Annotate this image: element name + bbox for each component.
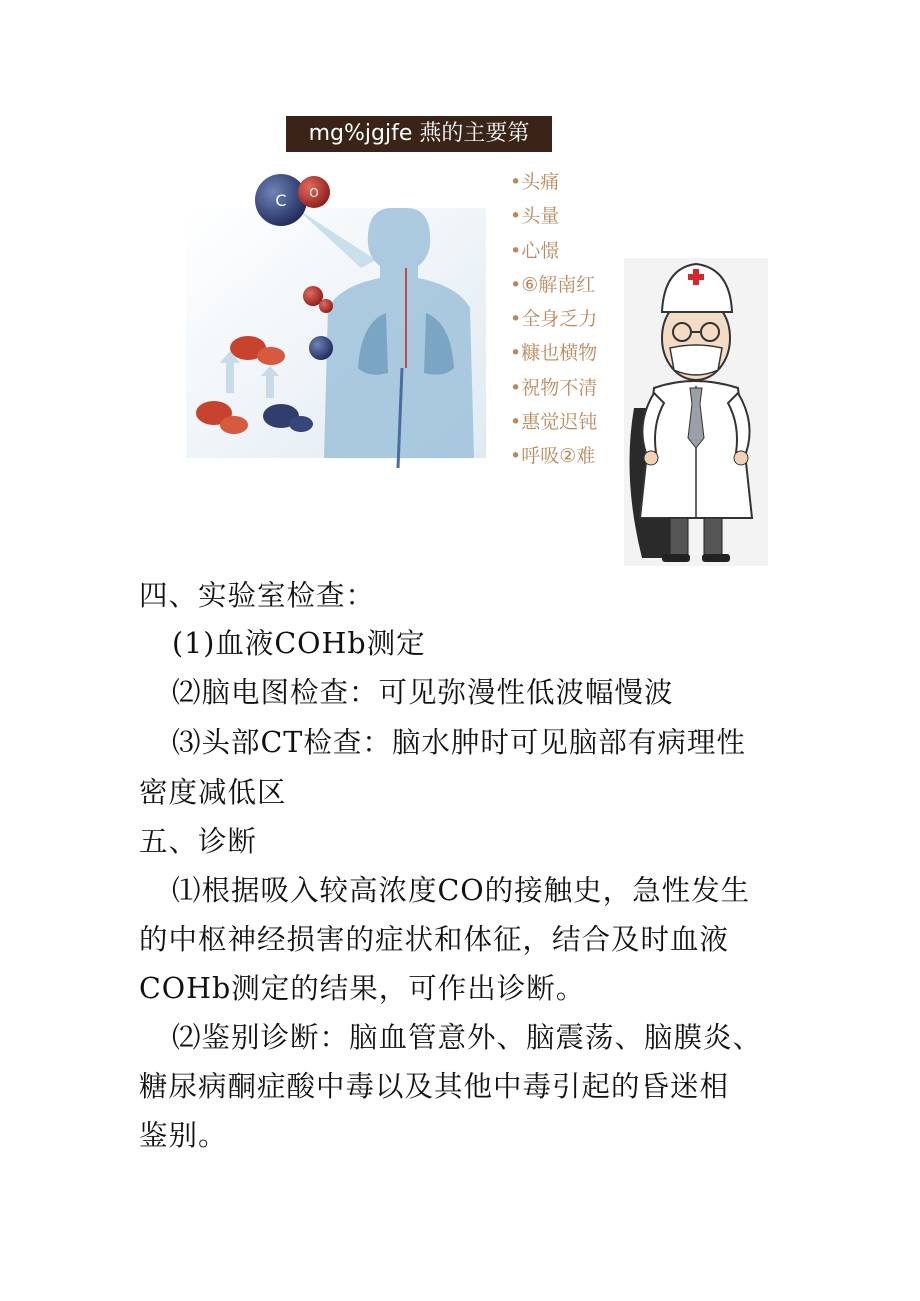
- section-heading-diagnosis: 五、诊断: [139, 825, 258, 858]
- doctor-shoe-right: [702, 554, 730, 562]
- diagnosis-item-2-cont: 鉴别。: [139, 1119, 228, 1152]
- lab-test-item-2: ⑵脑电图检查：可见弥漫性低波幅慢波: [172, 676, 674, 709]
- slide-title: mg%jgjfe 燕的主要第: [286, 116, 552, 152]
- lab-test-item-3-cont: 密度减低区: [139, 776, 287, 809]
- molecule-label-c: C: [275, 191, 287, 210]
- doctor-leg-left: [670, 518, 688, 556]
- doctor-hand-right: [734, 451, 748, 465]
- lab-test-item-3: ⑶头部CT检查：脑水肿时可见脑部有病理性: [172, 726, 746, 759]
- symptom-item: •全身乏力: [510, 308, 598, 331]
- red-blood-cell-icon: [257, 347, 285, 365]
- symptom-list: [510, 168, 610, 468]
- blood-cell-co-bound-icon: [289, 416, 313, 432]
- diagnosis-item-1-cont: COHb测定的结果，可作出诊断。: [139, 972, 586, 1005]
- face-mask-icon: [670, 345, 722, 375]
- diagnosis-item-2-cont: 糖尿病酮症酸中毒以及其他中毒引起的昏迷相: [139, 1070, 730, 1103]
- doctor-leg-right: [704, 518, 722, 556]
- diagnosis-item-2: ⑵鉴别诊断：脑血管意外、脑震荡、脑膜炎、: [172, 1021, 763, 1054]
- doctor-shoe-left: [662, 554, 690, 562]
- symptom-item: •祝物不清: [510, 376, 598, 399]
- symptom-item: •心憬: [510, 239, 560, 262]
- symptom-item: •⑥解南红: [510, 273, 596, 296]
- doctor-cartoon-icon: [624, 258, 768, 566]
- lab-test-item-1: (1)血液COHb测定: [172, 627, 426, 660]
- co-molecule-small-icon: [319, 299, 333, 313]
- section-heading-lab-tests: 四、实验室检查：: [139, 579, 376, 612]
- molecule-label-o: O: [309, 186, 319, 200]
- diagnosis-item-1: ⑴根据吸入较高浓度CO的接触史，急性发生: [172, 874, 751, 907]
- symptom-item: •惠觉迟钝: [510, 411, 598, 434]
- symptom-item: •糠也横物: [510, 342, 598, 365]
- co-molecule-small-icon: [309, 336, 333, 360]
- doctor-hand-left: [644, 451, 658, 465]
- medical-cross-icon: [693, 269, 699, 285]
- diagnosis-item-1-cont: 的中枢神经损害的症状和体征，结合及时血液: [139, 923, 730, 956]
- symptom-item: •头痛: [510, 171, 560, 193]
- symptom-item: •呼吸②难: [510, 445, 596, 468]
- co-poisoning-illustration: [186, 168, 486, 478]
- red-blood-cell-icon: [220, 416, 248, 434]
- symptom-item: •头量: [510, 205, 560, 228]
